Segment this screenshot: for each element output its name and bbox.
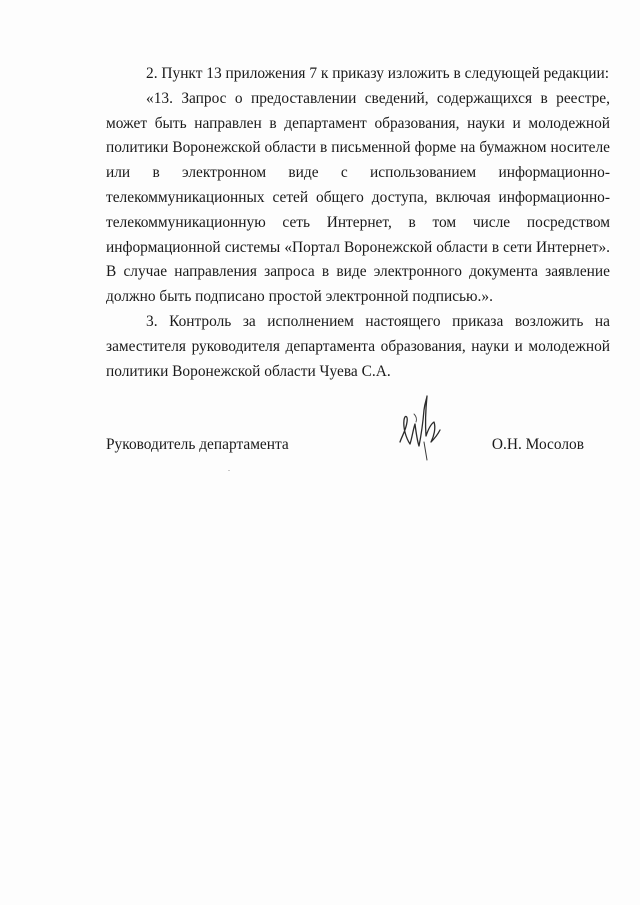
document-body: [106, 62, 610, 384]
scan-speck: [228, 470, 230, 471]
signatory-name: О.Н. Мосолов: [491, 436, 584, 453]
paragraph-item-13-text: «13. Запрос о предоставлении сведений, содержащихся в реестре, может быть направлен в департамент образования, науки и молодежной политики Воронежской области в письменной форме на бумажном носителе или в электронном виде с использованием информационно-телекоммуникационных сетей общего доступа, включая информационно-телекоммуникационную сеть Интернет, в том числе посредством информационной системы «Портал Воронежской области в сети Интернет». В случае направления запроса в виде электронного документа заявление должно быть подписано простой электронной подписью.».: [106, 89, 610, 306]
handwritten-signature: [394, 392, 446, 462]
signature-block: [106, 430, 584, 460]
signatory-position: Руководитель департамента: [106, 436, 289, 453]
paragraph-item-3: 3. Контроль за исполнением настоящего приказа возложить на заместителя руководителя департамента образования, науки и молодежной политики Воронежской области Чуева С.А.: [106, 312, 610, 380]
paragraph-item-2: 2. Пункт 13 приложения 7 к приказу изложить в следующей редакции:: [146, 65, 610, 82]
